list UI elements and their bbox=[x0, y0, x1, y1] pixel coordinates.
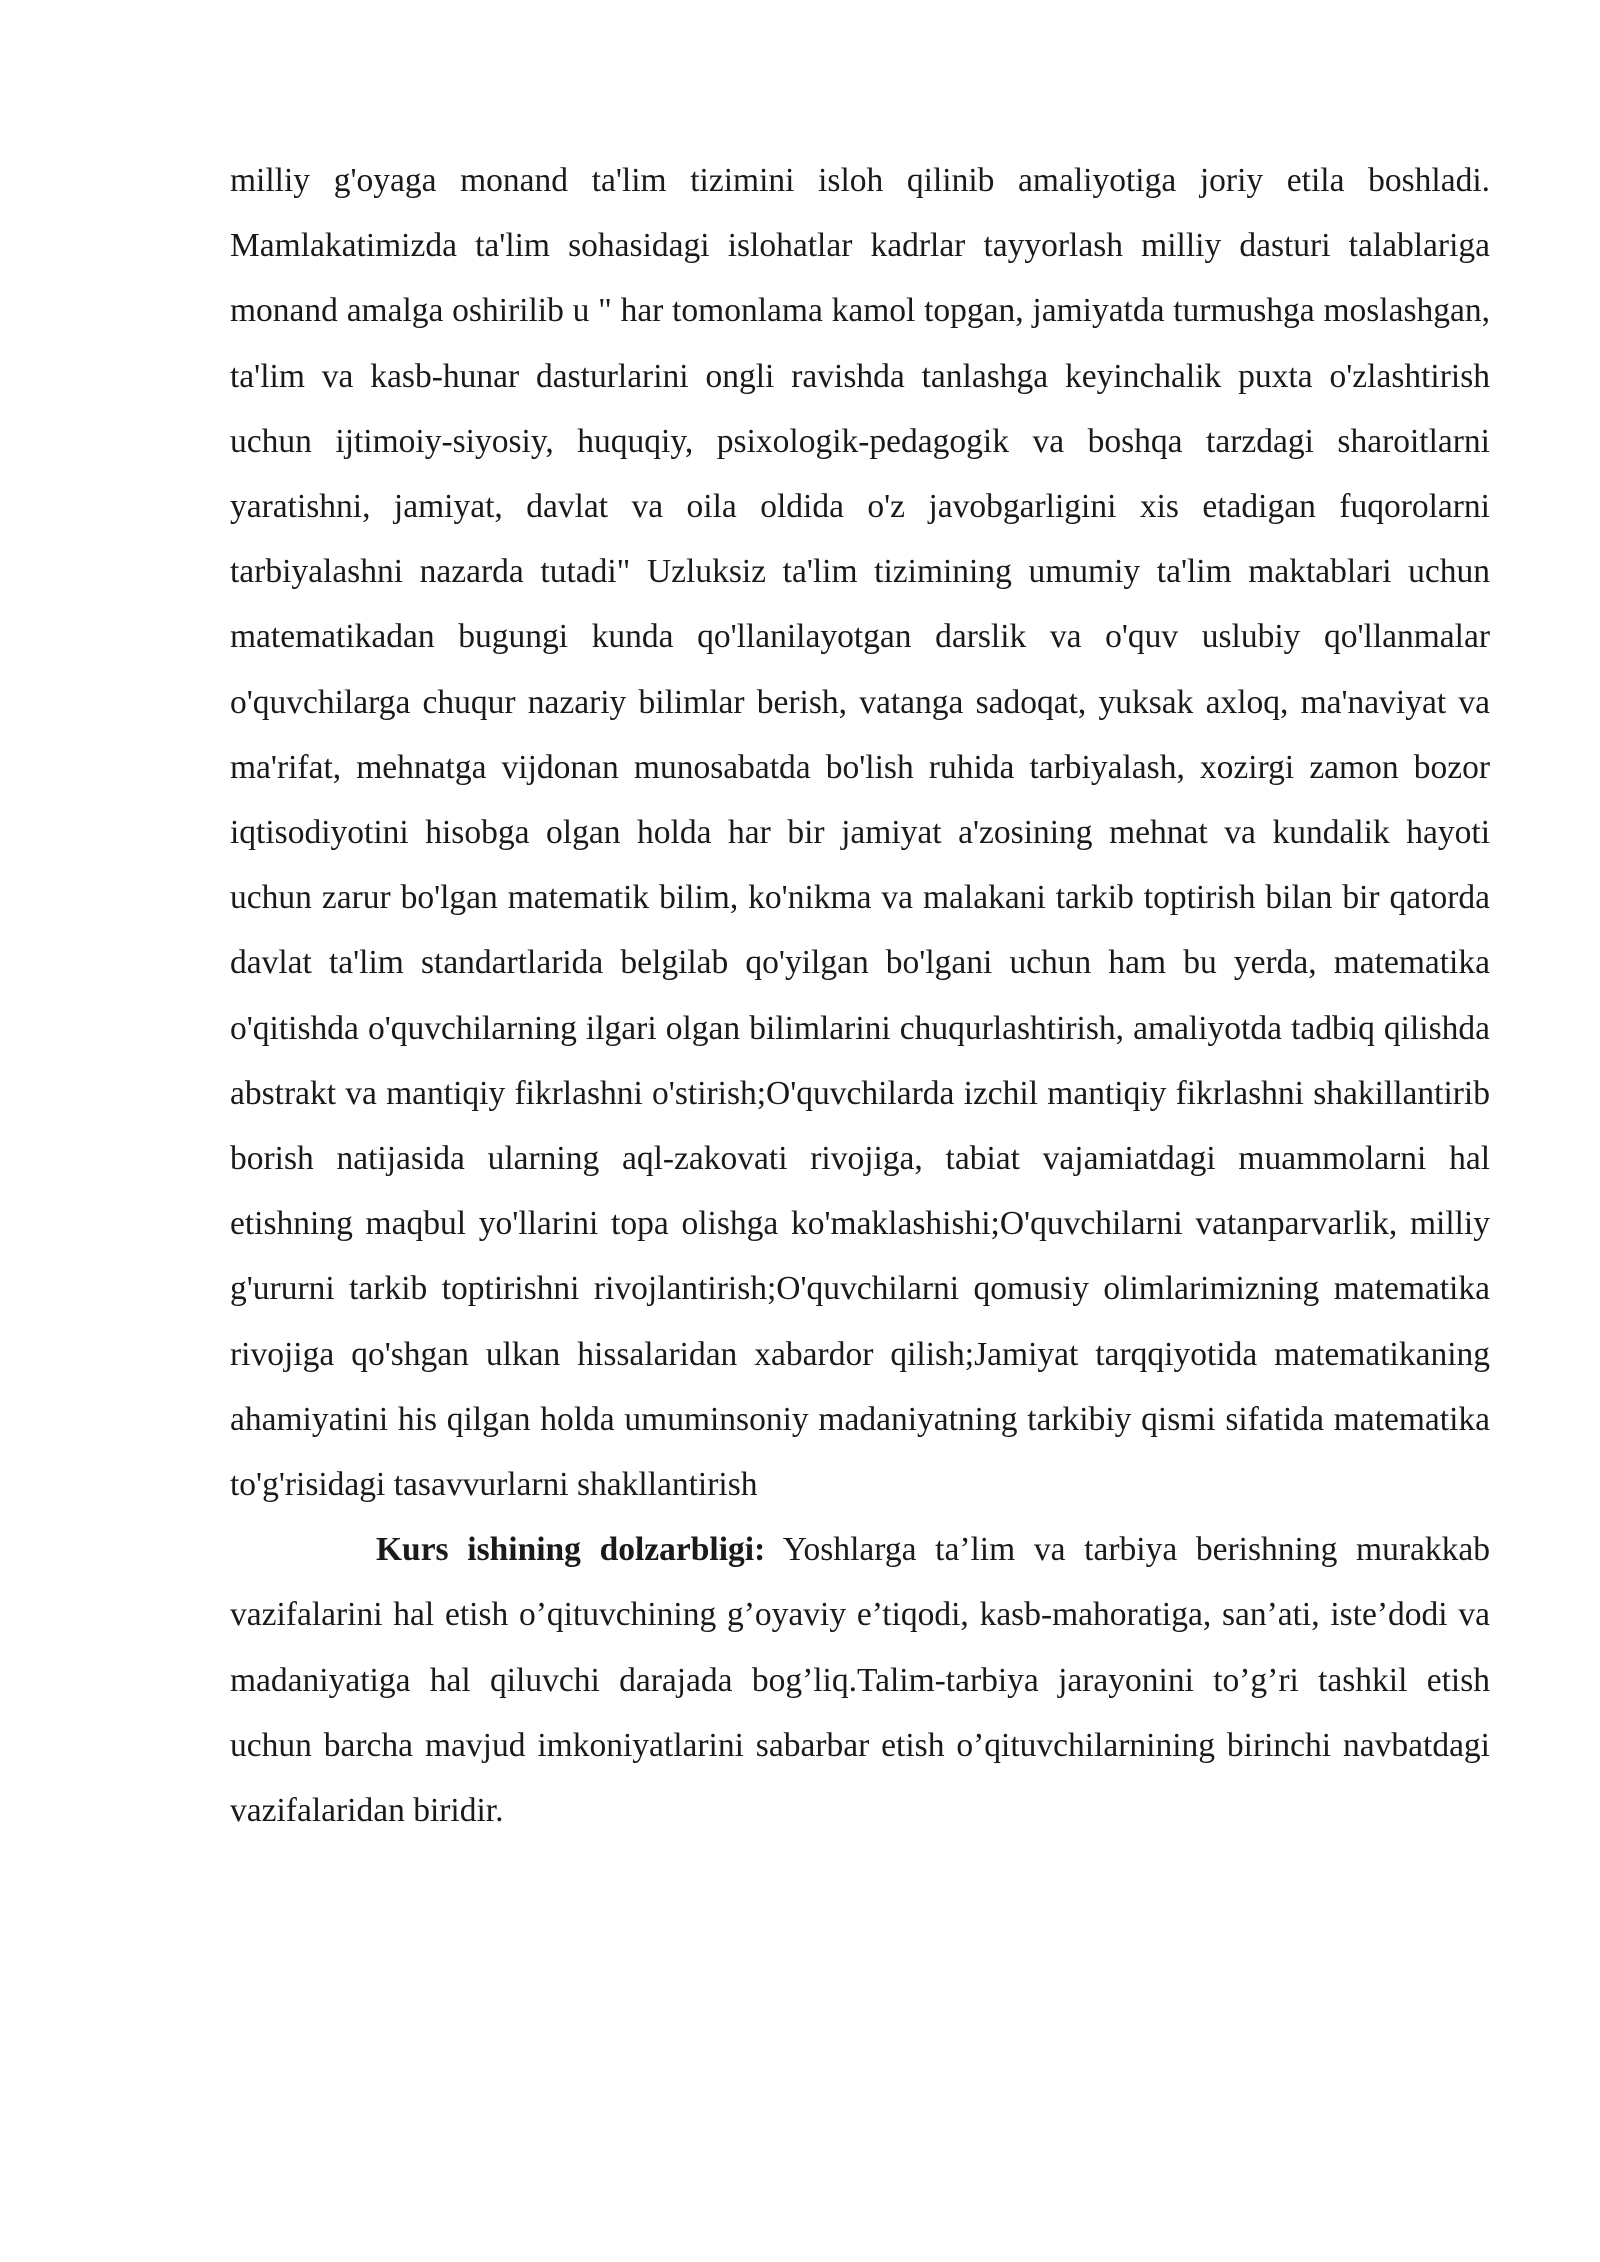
relevance-paragraph bbox=[230, 1517, 1490, 1843]
body-paragraph: milliy g'oyaga monand ta'lim tizimini isloh qilinib amaliyotiga joriy etila boshladi. Mamlakatimizda ta'lim sohasidagi islohatlar kadrlar tayyorlash milliy dasturi talablariga monand amalga oshirilib u " har tomonlama kamol topgan, jamiyatda turmushga moslashgan, ta'lim va kasb-hunar dasturlarini ongli ravishda tanlashga keyinchalik puxta o'zlashtirish uchun ijtimoiy-siyosiy, huquqiy, psixologik-pedagogik va boshqa tarzdagi sharoitlarni yaratishni, jamiyat, davlat va oila oldida o'z javobgarligini xis etadigan fuqorolarni tarbiyalashni nazarda tutadi" Uzluksiz ta'lim tizimining umumiy ta'lim maktablari uchun matematikadan bugungi kunda qo'llanilayotgan darslik va o'quv uslubiy qo'llanmalar o'quvchilarga chuqur nazariy bilimlar berish, vatanga sadoqat, yuksak axloq, ma'naviyat va ma'rifat, mehnatga vijdonan munosabatda bo'lish ruhida tarbiyalash, xozirgi zamon bozor iqtisodiyotini hisobga olgan holda har bir jamiyat a'zosining mehnat va kundalik hayoti uchun zarur bo'lgan matematik bilim, ko'nikma va malakani tarkib toptirish bilan bir qatorda davlat ta'lim standartlarida belgilab qo'yilgan bo'lgani uchun ham bu yerda, matematika o'qitishda o'quvchilarning ilgari olgan bilimlarini chuqurlashtirish, amaliyotda tadbiq qilishda abstrakt va mantiqiy fikrlashni o'stirish;O'quvchilarda izchil mantiqiy fikrlashni shakillantirib borish natijasida ularning aql-zakovati rivojiga, tabiat vajamiatdagi muammolarni hal etishning maqbul yo'llarini topa olishga ko'maklashishi;O'quvchilarni vatanparvarlik, milliy g'ururni tarkib toptirishni rivojlantirish;O'quvchilarni qomusiy olimlarimizning matematika rivojiga qo'shgan ulkan hissalaridan xabardor qilish;Jamiyat tarqqiyotida matematikaning ahamiyatini his qilgan holda umuminsoniy madaniyatning tarkibiy qismi sifatida matematika to'g'risidagi tasavvurlarni shakllantirish bbox=[230, 162, 1490, 1504]
relevance-text: Yoshlarga ta’lim va tarbiya berishning murakkab vazifalarini hal etish o’qituvchining g’oyaviy e’tiqodi, kasb-mahoratiga, san’ati, iste’dodi va madaniyatiga hal qiluvchi darajada bog’liq.Talim-tarbiya jarayonini to’g’ri tashkil etish uchun barcha mavjud imkoniyatlarini sabarbar etish o’qituvchilarnining birinchi navbatdagi vazifalaridan biridir. bbox=[230, 1531, 1490, 1830]
document-body bbox=[230, 148, 1490, 1843]
relevance-heading: Kurs ishining dolzarbligi: bbox=[376, 1531, 766, 1569]
